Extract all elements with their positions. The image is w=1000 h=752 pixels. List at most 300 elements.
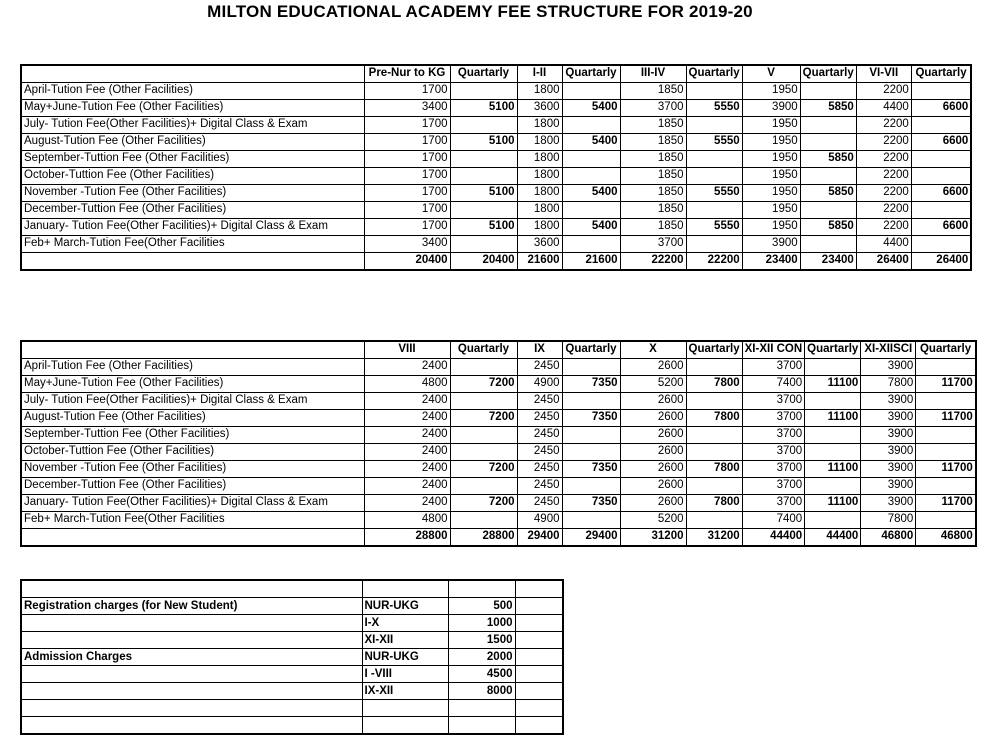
charge-amount: 1000 bbox=[448, 615, 515, 632]
quarterly-cell: 7350 bbox=[562, 376, 620, 393]
row-label: January- Tution Fee(Other Facilities)+ Digital Class & Exam bbox=[21, 219, 364, 236]
table-row bbox=[21, 100, 971, 117]
header-row bbox=[21, 341, 976, 359]
row-label: April-Tution Fee (Other Facilities) bbox=[21, 359, 364, 376]
fee-cell: 3700 bbox=[620, 100, 686, 117]
quarterly-cell bbox=[450, 117, 517, 134]
row-label: December-Tuttion Fee (Other Facilities) bbox=[21, 202, 364, 219]
quarterly-cell bbox=[805, 444, 861, 461]
fee-cell: 1850 bbox=[620, 117, 686, 134]
total-cell: 21600 bbox=[517, 253, 562, 271]
quarterly-cell bbox=[562, 444, 620, 461]
fee-cell: 1800 bbox=[517, 202, 562, 219]
fee-cell: 2450 bbox=[517, 495, 562, 512]
fee-cell: 2450 bbox=[517, 427, 562, 444]
row-label: Feb+ March-Tution Fee(Other Facilities bbox=[21, 236, 364, 253]
quarterly-cell: 5400 bbox=[562, 219, 620, 236]
fee-cell: 2450 bbox=[517, 393, 562, 410]
fee-cell: 1950 bbox=[742, 134, 800, 151]
blank-cell bbox=[515, 683, 563, 700]
fee-cell: 1700 bbox=[364, 117, 450, 134]
quarterly-cell: 7200 bbox=[450, 495, 517, 512]
fee-cell: 1800 bbox=[517, 83, 562, 100]
charge-amount bbox=[448, 580, 515, 598]
fee-cell: 1700 bbox=[364, 185, 450, 202]
quarterly-cell: 7800 bbox=[686, 495, 742, 512]
quarterly-cell: 11700 bbox=[916, 461, 976, 478]
quarterly-cell bbox=[916, 444, 976, 461]
quarterly-cell: 6600 bbox=[911, 219, 971, 236]
fee-cell: 3700 bbox=[742, 444, 805, 461]
quarterly-cell bbox=[686, 359, 742, 376]
charge-amount bbox=[448, 700, 515, 717]
fee-cell: 1850 bbox=[620, 219, 686, 236]
class-range: I-X bbox=[362, 615, 448, 632]
blank-cell bbox=[515, 632, 563, 649]
quarterly-cell bbox=[450, 83, 517, 100]
charges-row bbox=[21, 717, 563, 735]
charge-amount: 500 bbox=[448, 598, 515, 615]
charge-amount: 8000 bbox=[448, 683, 515, 700]
total-cell bbox=[21, 529, 364, 547]
row-label: October-Tuttion Fee (Other Facilities) bbox=[21, 444, 364, 461]
quarterly-cell bbox=[800, 168, 856, 185]
charges-row bbox=[21, 615, 563, 632]
quarterly-cell bbox=[450, 202, 517, 219]
quarterly-cell bbox=[800, 134, 856, 151]
total-cell: 20400 bbox=[450, 253, 517, 271]
quarterly-cell: 6600 bbox=[911, 100, 971, 117]
charge-label: Registration charges (for New Student) bbox=[21, 598, 362, 615]
table-row bbox=[21, 236, 971, 253]
fee-cell: 7400 bbox=[742, 376, 805, 393]
column-header: Quartarly bbox=[450, 341, 517, 359]
fee-cell: 2200 bbox=[856, 202, 911, 219]
quarterly-cell: 5400 bbox=[562, 134, 620, 151]
fee-cell: 3600 bbox=[517, 236, 562, 253]
class-range: NUR-UKG bbox=[362, 598, 448, 615]
quarterly-cell: 7200 bbox=[450, 376, 517, 393]
quarterly-cell bbox=[805, 427, 861, 444]
fee-cell: 4400 bbox=[856, 236, 911, 253]
quarterly-cell: 7200 bbox=[450, 410, 517, 427]
total-cell: 28800 bbox=[364, 529, 450, 547]
row-label: May+June-Tution Fee (Other Facilities) bbox=[21, 100, 364, 117]
quarterly-cell bbox=[805, 478, 861, 495]
fee-cell: 2400 bbox=[364, 478, 450, 495]
column-header: X bbox=[620, 341, 686, 359]
fee-cell: 1700 bbox=[364, 83, 450, 100]
quarterly-cell bbox=[450, 427, 517, 444]
column-header: Quartarly bbox=[800, 65, 856, 83]
column-header: VI-VII bbox=[856, 65, 911, 83]
total-cell: 22200 bbox=[620, 253, 686, 271]
table-row bbox=[21, 427, 976, 444]
table-row bbox=[21, 168, 971, 185]
fee-cell: 2450 bbox=[517, 478, 562, 495]
fee-cell: 3700 bbox=[742, 427, 805, 444]
charges-row bbox=[21, 666, 563, 683]
quarterly-cell bbox=[686, 151, 742, 168]
charges-row bbox=[21, 683, 563, 700]
quarterly-cell bbox=[916, 393, 976, 410]
fee-cell: 3700 bbox=[742, 461, 805, 478]
table-row bbox=[21, 495, 976, 512]
quarterly-cell: 5100 bbox=[450, 100, 517, 117]
fee-cell: 1950 bbox=[742, 168, 800, 185]
quarterly-cell: 7350 bbox=[562, 495, 620, 512]
quarterly-cell: 6600 bbox=[911, 185, 971, 202]
table-row bbox=[21, 151, 971, 168]
header-cell-empty bbox=[21, 341, 364, 359]
quarterly-cell bbox=[562, 512, 620, 529]
total-cell: 22200 bbox=[686, 253, 742, 271]
row-label: September-Tuttion Fee (Other Facilities) bbox=[21, 427, 364, 444]
fee-cell: 2400 bbox=[364, 427, 450, 444]
quarterly-cell bbox=[450, 478, 517, 495]
quarterly-cell bbox=[805, 393, 861, 410]
fee-cell: 2600 bbox=[620, 444, 686, 461]
charge-label bbox=[21, 717, 362, 735]
fee-cell: 1850 bbox=[620, 185, 686, 202]
fee-cell: 1850 bbox=[620, 168, 686, 185]
total-cell: 46800 bbox=[916, 529, 976, 547]
fee-cell: 3900 bbox=[861, 359, 916, 376]
fee-cell: 3700 bbox=[742, 478, 805, 495]
fee-cell: 4800 bbox=[364, 512, 450, 529]
charge-label bbox=[21, 666, 362, 683]
row-label: Feb+ March-Tution Fee(Other Facilities bbox=[21, 512, 364, 529]
quarterly-cell: 5850 bbox=[800, 219, 856, 236]
column-header: Quartarly bbox=[450, 65, 517, 83]
charges-table bbox=[20, 579, 564, 735]
quarterly-cell: 11700 bbox=[916, 410, 976, 427]
quarterly-cell bbox=[911, 83, 971, 100]
fee-cell: 2200 bbox=[856, 219, 911, 236]
header-cell-empty bbox=[21, 65, 364, 83]
fee-cell: 2450 bbox=[517, 461, 562, 478]
column-header: IX bbox=[517, 341, 562, 359]
fee-cell: 2600 bbox=[620, 410, 686, 427]
row-label: April-Tution Fee (Other Facilities) bbox=[21, 83, 364, 100]
class-range: IX-XII bbox=[362, 683, 448, 700]
header-row bbox=[21, 65, 971, 83]
column-header: Quartarly bbox=[562, 65, 620, 83]
total-cell: 21600 bbox=[562, 253, 620, 271]
total-cell: 28800 bbox=[450, 529, 517, 547]
column-header: Quartarly bbox=[916, 341, 976, 359]
fee-cell: 1950 bbox=[742, 185, 800, 202]
quarterly-cell bbox=[911, 151, 971, 168]
fee-cell: 3900 bbox=[861, 410, 916, 427]
quarterly-cell bbox=[800, 236, 856, 253]
fee-cell: 2200 bbox=[856, 83, 911, 100]
fee-cell: 3700 bbox=[620, 236, 686, 253]
charge-label bbox=[21, 700, 362, 717]
fee-cell: 2200 bbox=[856, 151, 911, 168]
fee-cell: 7800 bbox=[861, 512, 916, 529]
table-row bbox=[21, 359, 976, 376]
total-cell: 23400 bbox=[742, 253, 800, 271]
fee-cell: 2400 bbox=[364, 359, 450, 376]
fee-cell: 2600 bbox=[620, 495, 686, 512]
charges-row bbox=[21, 580, 563, 598]
fee-cell: 1700 bbox=[364, 202, 450, 219]
quarterly-cell bbox=[686, 427, 742, 444]
table-row bbox=[21, 478, 976, 495]
quarterly-cell bbox=[911, 168, 971, 185]
blank-cell bbox=[515, 700, 563, 717]
blank-cell bbox=[515, 717, 563, 735]
quarterly-cell bbox=[562, 151, 620, 168]
column-header: I-II bbox=[517, 65, 562, 83]
fee-cell: 4900 bbox=[517, 376, 562, 393]
quarterly-cell bbox=[800, 117, 856, 134]
total-cell: 29400 bbox=[517, 529, 562, 547]
row-label: August-Tution Fee (Other Facilities) bbox=[21, 410, 364, 427]
quarterly-cell bbox=[562, 117, 620, 134]
quarterly-cell bbox=[686, 393, 742, 410]
fee-cell: 2400 bbox=[364, 461, 450, 478]
quarterly-cell bbox=[916, 478, 976, 495]
fee-cell: 3400 bbox=[364, 100, 450, 117]
quarterly-cell: 6600 bbox=[911, 134, 971, 151]
blank-cell bbox=[515, 615, 563, 632]
quarterly-cell bbox=[686, 117, 742, 134]
quarterly-cell bbox=[450, 512, 517, 529]
total-cell: 44400 bbox=[742, 529, 805, 547]
quarterly-cell bbox=[686, 512, 742, 529]
quarterly-cell: 5550 bbox=[686, 185, 742, 202]
quarterly-cell: 7800 bbox=[686, 410, 742, 427]
table-row bbox=[21, 83, 971, 100]
fee-table-senior bbox=[20, 340, 977, 547]
table-row bbox=[21, 376, 976, 393]
total-cell: 46800 bbox=[861, 529, 916, 547]
fee-cell: 2200 bbox=[856, 168, 911, 185]
quarterly-cell: 7350 bbox=[562, 461, 620, 478]
fee-cell: 1700 bbox=[364, 151, 450, 168]
fee-cell: 4900 bbox=[517, 512, 562, 529]
fee-cell: 2400 bbox=[364, 393, 450, 410]
quarterly-cell bbox=[686, 478, 742, 495]
row-label: January- Tution Fee(Other Facilities)+ Digital Class & Exam bbox=[21, 495, 364, 512]
quarterly-cell bbox=[562, 427, 620, 444]
fee-cell: 1950 bbox=[742, 83, 800, 100]
quarterly-cell: 5550 bbox=[686, 134, 742, 151]
row-label: December-Tuttion Fee (Other Facilities) bbox=[21, 478, 364, 495]
quarterly-cell bbox=[800, 83, 856, 100]
quarterly-cell bbox=[562, 478, 620, 495]
quarterly-cell bbox=[686, 168, 742, 185]
total-cell: 26400 bbox=[911, 253, 971, 271]
quarterly-cell bbox=[450, 236, 517, 253]
class-range: I -VIII bbox=[362, 666, 448, 683]
fee-cell: 3900 bbox=[861, 495, 916, 512]
fee-cell: 3900 bbox=[742, 236, 800, 253]
quarterly-cell bbox=[911, 236, 971, 253]
fee-cell: 2450 bbox=[517, 444, 562, 461]
row-label: May+June-Tution Fee (Other Facilities) bbox=[21, 376, 364, 393]
fee-table-junior bbox=[20, 64, 972, 271]
quarterly-cell: 7800 bbox=[686, 376, 742, 393]
quarterly-cell bbox=[686, 444, 742, 461]
totals-row bbox=[21, 529, 976, 547]
row-label: September-Tuttion Fee (Other Facilities) bbox=[21, 151, 364, 168]
fee-cell: 2200 bbox=[856, 185, 911, 202]
fee-cell: 2400 bbox=[364, 410, 450, 427]
total-cell: 26400 bbox=[856, 253, 911, 271]
column-header: III-IV bbox=[620, 65, 686, 83]
blank-cell bbox=[515, 649, 563, 666]
column-header: XI-XIISCI bbox=[861, 341, 916, 359]
total-cell: 20400 bbox=[364, 253, 450, 271]
fee-cell: 1800 bbox=[517, 117, 562, 134]
fee-cell: 2200 bbox=[856, 117, 911, 134]
quarterly-cell bbox=[686, 202, 742, 219]
quarterly-cell bbox=[450, 168, 517, 185]
total-cell: 23400 bbox=[800, 253, 856, 271]
quarterly-cell bbox=[562, 83, 620, 100]
quarterly-cell: 7800 bbox=[686, 461, 742, 478]
quarterly-cell: 11100 bbox=[805, 376, 861, 393]
charges-row bbox=[21, 649, 563, 666]
row-label: November -Tution Fee (Other Facilities) bbox=[21, 461, 364, 478]
fee-cell: 1950 bbox=[742, 219, 800, 236]
fee-cell: 3600 bbox=[517, 100, 562, 117]
fee-cell: 1850 bbox=[620, 202, 686, 219]
charge-amount: 4500 bbox=[448, 666, 515, 683]
quarterly-cell: 7200 bbox=[450, 461, 517, 478]
row-label: July- Tution Fee(Other Facilities)+ Digital Class & Exam bbox=[21, 393, 364, 410]
quarterly-cell bbox=[805, 359, 861, 376]
charge-label bbox=[21, 615, 362, 632]
fee-cell: 1950 bbox=[742, 151, 800, 168]
blank-cell bbox=[515, 666, 563, 683]
totals-row bbox=[21, 253, 971, 271]
charge-amount: 2000 bbox=[448, 649, 515, 666]
fee-cell: 1950 bbox=[742, 202, 800, 219]
table-row bbox=[21, 444, 976, 461]
quarterly-cell bbox=[450, 151, 517, 168]
column-header: VIII bbox=[364, 341, 450, 359]
charge-label bbox=[21, 683, 362, 700]
fee-cell: 1700 bbox=[364, 168, 450, 185]
fee-cell: 3700 bbox=[742, 359, 805, 376]
quarterly-cell: 5550 bbox=[686, 219, 742, 236]
table-row bbox=[21, 134, 971, 151]
quarterly-cell bbox=[562, 202, 620, 219]
quarterly-cell bbox=[916, 512, 976, 529]
quarterly-cell: 5550 bbox=[686, 100, 742, 117]
charge-label: Admission Charges bbox=[21, 649, 362, 666]
fee-cell: 1850 bbox=[620, 151, 686, 168]
fee-cell: 3700 bbox=[742, 410, 805, 427]
fee-cell: 2200 bbox=[856, 134, 911, 151]
fee-cell: 1800 bbox=[517, 219, 562, 236]
fee-cell: 2400 bbox=[364, 495, 450, 512]
quarterly-cell: 5850 bbox=[800, 185, 856, 202]
quarterly-cell: 11700 bbox=[916, 376, 976, 393]
fee-cell: 3900 bbox=[861, 393, 916, 410]
class-range: NUR-UKG bbox=[362, 649, 448, 666]
quarterly-cell bbox=[916, 427, 976, 444]
total-cell: 29400 bbox=[562, 529, 620, 547]
column-header: Quartarly bbox=[686, 65, 742, 83]
fee-cell: 3400 bbox=[364, 236, 450, 253]
row-label: July- Tution Fee(Other Facilities)+ Digital Class & Exam bbox=[21, 117, 364, 134]
column-header: Quartarly bbox=[562, 341, 620, 359]
fee-cell: 1850 bbox=[620, 134, 686, 151]
fee-cell: 1800 bbox=[517, 151, 562, 168]
row-label: October-Tuttion Fee (Other Facilities) bbox=[21, 168, 364, 185]
quarterly-cell: 5400 bbox=[562, 185, 620, 202]
fee-cell: 2450 bbox=[517, 410, 562, 427]
quarterly-cell: 11100 bbox=[805, 461, 861, 478]
quarterly-cell bbox=[562, 168, 620, 185]
quarterly-cell bbox=[911, 202, 971, 219]
column-header: V bbox=[742, 65, 800, 83]
quarterly-cell: 5850 bbox=[800, 151, 856, 168]
fee-cell: 4800 bbox=[364, 376, 450, 393]
blank-cell bbox=[515, 598, 563, 615]
fee-cell: 2600 bbox=[620, 393, 686, 410]
quarterly-cell bbox=[800, 202, 856, 219]
charges-row bbox=[21, 632, 563, 649]
fee-cell: 1800 bbox=[517, 134, 562, 151]
fee-cell: 1800 bbox=[517, 185, 562, 202]
quarterly-cell bbox=[450, 359, 517, 376]
fee-cell: 2600 bbox=[620, 359, 686, 376]
fee-cell: 2450 bbox=[517, 359, 562, 376]
charges-row bbox=[21, 598, 563, 615]
table-row bbox=[21, 512, 976, 529]
class-range bbox=[362, 700, 448, 717]
total-cell: 44400 bbox=[805, 529, 861, 547]
fee-cell: 7400 bbox=[742, 512, 805, 529]
fee-cell: 4400 bbox=[856, 100, 911, 117]
quarterly-cell: 5100 bbox=[450, 185, 517, 202]
quarterly-cell bbox=[686, 236, 742, 253]
fee-cell: 3900 bbox=[861, 478, 916, 495]
row-label: November -Tution Fee (Other Facilities) bbox=[21, 185, 364, 202]
quarterly-cell: 11700 bbox=[916, 495, 976, 512]
column-header: Quartarly bbox=[911, 65, 971, 83]
fee-cell: 1800 bbox=[517, 168, 562, 185]
total-cell: 31200 bbox=[620, 529, 686, 547]
blank-cell bbox=[515, 580, 563, 598]
quarterly-cell: 5400 bbox=[562, 100, 620, 117]
charge-label bbox=[21, 632, 362, 649]
fee-cell: 1700 bbox=[364, 219, 450, 236]
table-row bbox=[21, 185, 971, 202]
quarterly-cell: 5100 bbox=[450, 219, 517, 236]
fee-cell: 3700 bbox=[742, 393, 805, 410]
row-label: August-Tution Fee (Other Facilities) bbox=[21, 134, 364, 151]
fee-cell: 7800 bbox=[861, 376, 916, 393]
class-range bbox=[362, 717, 448, 735]
charge-label bbox=[21, 580, 362, 598]
table-row bbox=[21, 202, 971, 219]
page-title: MILTON EDUCATIONAL ACADEMY FEE STRUCTURE FOR 2019-20 bbox=[207, 2, 753, 21]
fee-cell: 5200 bbox=[620, 512, 686, 529]
column-header: XI-XII CON bbox=[742, 341, 805, 359]
fee-cell: 1950 bbox=[742, 117, 800, 134]
fee-cell: 2600 bbox=[620, 461, 686, 478]
column-header: Quartarly bbox=[686, 341, 742, 359]
table-row bbox=[21, 410, 976, 427]
class-range bbox=[362, 580, 448, 598]
